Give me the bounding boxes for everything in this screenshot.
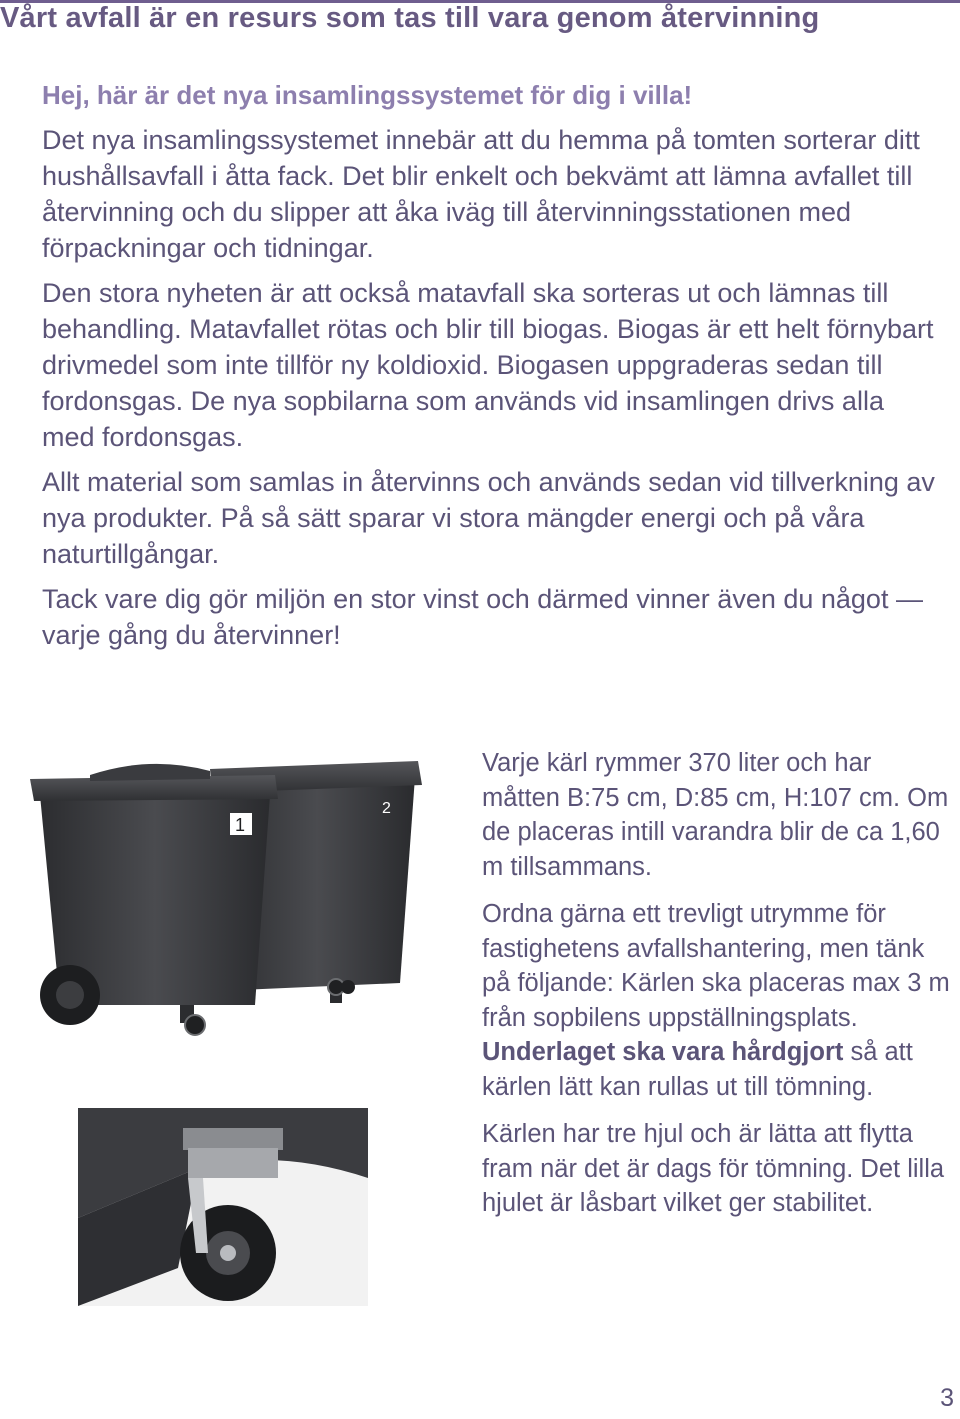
intro-section (42, 80, 942, 662)
waste-bins-photo (30, 755, 430, 1045)
bin-2-number: 2 (382, 800, 391, 817)
placement-text-start: Ordna gärna ett trevligt utrymme för fastighetens avfallshantering, men tänk på följande: Kärlen ska placeras max 3 m från sopbilens uppställningsplats. (482, 900, 950, 1032)
bin-placement-text (482, 897, 956, 1104)
intro-paragraph-4: Tack vare dig gör miljön en stor vinst och därmed vinner även du något — varje gång du återvinner! (42, 584, 923, 650)
bin-capacity-text: Varje kärl rymmer 370 liter och har måtten B:75 cm, D:85 cm, H:107 cm. Om de placeras intill varandra blir de ca 1,60 m tillsammans. (482, 749, 949, 881)
page-title: Vårt avfall är en resurs som tas till vara genom återvinning (0, 2, 820, 34)
page-number: 3 (940, 1384, 954, 1412)
intro-paragraph-2: Den stora nyheten är att också matavfall ska sorteras ut och lämnas till behandling. Matavfallet rötas och blir till biogas. Biogas är ett helt förnybart drivmedel som inte tillför ny koldioxid. Biogasen uppgraderas sedan till fordonsgas. De nya sopbilarna som används vid insamlingen drivs alla med fordonsgas. (42, 278, 934, 452)
bin-1 (30, 764, 278, 1035)
caster-wheel-photo (78, 1108, 368, 1306)
bin-info-section (482, 746, 956, 1234)
placement-text-bold: Underlaget ska vara hårdgjort (482, 1038, 844, 1066)
placement-text-end: så att kärlen lätt kan rullas ut till tömning. (482, 1038, 913, 1101)
intro-paragraph-3: Allt material som samlas in återvinns och används sedan vid tillverkning av nya produkter. På så sätt sparar vi stora mängder energi och på våra naturtillgångar. (42, 467, 935, 569)
intro-paragraph-1: Det nya insamlingssystemet innebär att du hemma på tomten sorterar ditt hushållsavfall i åtta fack. Det blir enkelt och bekvämt att lämna avfallet till återvinning och du slipper att åka iväg till återvinningsstationen med förpackningar och tidningar. (42, 125, 920, 263)
intro-heading: Hej, här är det nya insamlingssystemet för dig i villa! (42, 80, 693, 110)
bin-1-number: 1 (235, 815, 246, 835)
bin-wheels-text: Kärlen har tre hjul och är lätta att flytta fram när det är dags för tömning. Det lilla hjulet är låsbart vilket ger stabilitet. (482, 1120, 945, 1217)
